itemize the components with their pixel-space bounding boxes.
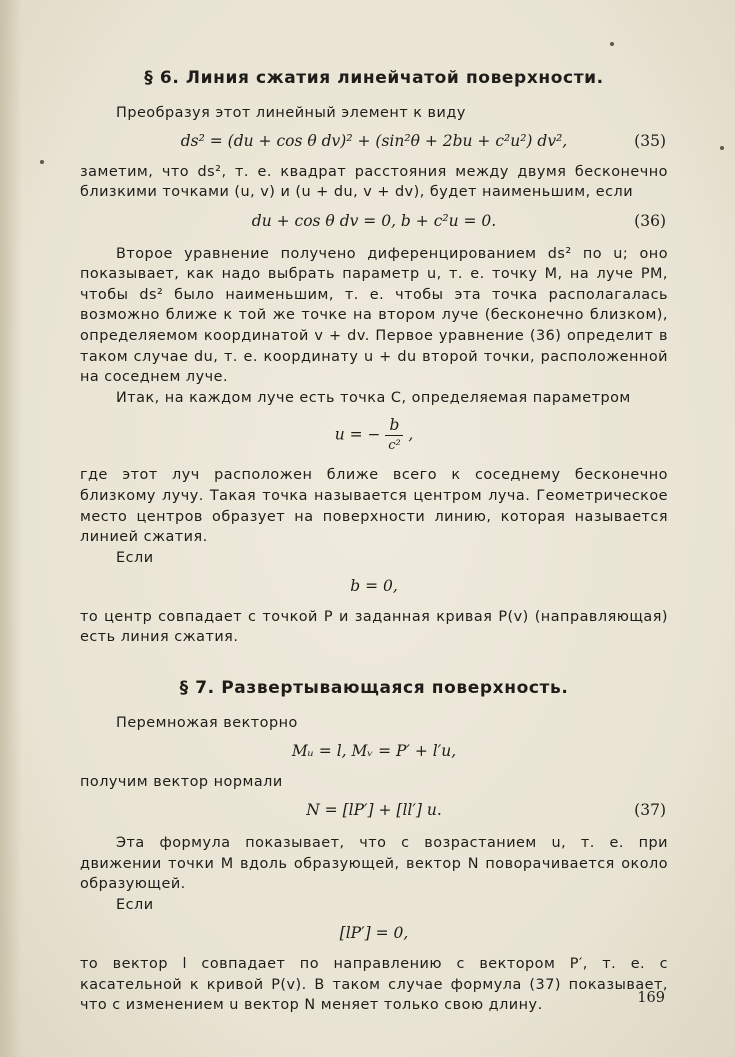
ink-speck (40, 160, 44, 164)
section-7-heading: § 7. Развертывающаяся поверхность. (179, 678, 569, 699)
equation-body: [lP′] = 0, (339, 924, 409, 943)
equation-b-zero (80, 576, 668, 597)
equation-body: du + cos θ dv = 0, b + c²u = 0. (251, 211, 497, 230)
equation-lP-zero (80, 923, 668, 944)
equation-body: Mᵤ = l, Mᵥ = P′ + l′u, (291, 742, 457, 761)
equation-body: ds² = (du + cos θ dv)² + (sin²θ + 2bu + c²u²) dv², (180, 132, 568, 151)
ink-speck (610, 42, 614, 46)
equation-lhs: u = − (334, 425, 381, 444)
paragraph: Преобразуя этот линейный элемент к виду (116, 104, 466, 121)
paragraph: Перемножая векторно (116, 714, 298, 731)
paragraph: то центр совпадает с точкой P и заданная кривая P(v) (направляющая) есть линия сжатия. (80, 608, 668, 646)
paragraph: Второе уравнение получено диференцированием ds² по u; оно показывает, как надо выбрать параметр u, т. е. точку M, на луче PM, чтобы ds² было наименьшим, т. е. чтобы эта точка располагалась возможно ближе к той же точке на втором луче (бесконечно близком), определяемом координатой v + dv. Первое уравнение (36) определит в таком случае du, т. е. координату u + du второй точки, расположенной на соседнем луче. (80, 245, 668, 386)
fraction-numerator: b (385, 416, 403, 436)
page-content (80, 60, 668, 1016)
paragraph: Итак, на каждом луче есть точка C, определяемая параметром (116, 389, 631, 406)
equation-M (80, 741, 668, 762)
paragraph: Если (116, 896, 154, 913)
paragraph: заметим, что ds², т. е. квадрат расстояния между двумя бесконечно близкими точками (u, v) и (u + du, v + dv), будет наименьшим, если (80, 163, 668, 201)
paragraph: где этот луч расположен ближе всего к соседнему бесконечно близкому лучу. Такая точка называется центром луча. Геометрическое место центров образует на поверхности линию, которая называется линией сжатия. (80, 467, 668, 546)
page-binding-shadow (0, 0, 22, 1057)
fraction-denominator: c² (388, 438, 401, 454)
paragraph: то вектор l совпадает по направлению с вектором P′, т. е. с касательной к кривой P(v). В таком случае формула (37) показывает, что с изменением u вектор N меняет только свою длину. (80, 956, 668, 1014)
equation-number: (37) (634, 801, 666, 820)
equation-body: N = [lP′] + [ll′] u. (306, 801, 442, 820)
section-6-heading: § 6. Линия сжатия линейчатой поверхности. (144, 68, 604, 88)
fraction (385, 416, 403, 455)
paragraph: получим вектор нормали (80, 773, 283, 790)
equation-37 (80, 800, 668, 821)
equation-number: (35) (634, 132, 666, 151)
paragraph: Эта формула показывает, что с возрастанием u, т. е. при движении точки M вдоль образующей, вектор N поворачивается около образующей. (80, 835, 668, 893)
equation-center-parameter (80, 416, 668, 455)
equation-tail: , (408, 425, 414, 444)
equation-number: (36) (634, 211, 666, 230)
equation-body: b = 0, (350, 577, 398, 596)
equation-36 (80, 211, 668, 232)
paragraph: Если (116, 549, 154, 566)
ink-speck (720, 146, 724, 150)
equation-35 (80, 131, 668, 152)
page-number: 169 (637, 990, 665, 1006)
